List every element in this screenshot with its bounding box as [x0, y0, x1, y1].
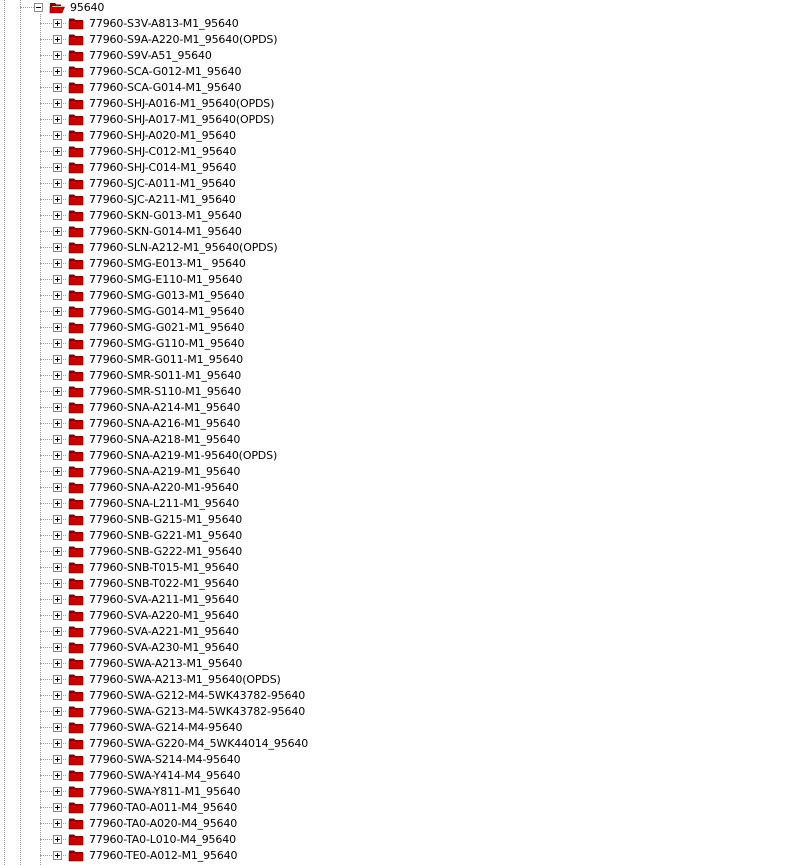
- folder-icon: [68, 49, 84, 62]
- tree-node-label: 77960-SJC-A211-M1_95640: [89, 193, 236, 206]
- folder-icon: [68, 145, 84, 158]
- tree-node-folder[interactable]: [0, 256, 808, 272]
- tree-node-folder[interactable]: [0, 224, 808, 240]
- expand-toggle-icon[interactable]: [53, 499, 62, 508]
- tree-node-label: 77960-SWA-S214-M4-95640: [89, 753, 241, 766]
- tree-node-label: 77960-SMG-G021-M1_95640: [89, 321, 245, 334]
- expand-toggle-icon[interactable]: [53, 787, 62, 796]
- folder-icon: [68, 625, 84, 638]
- expand-toggle-icon[interactable]: [53, 771, 62, 780]
- folder-icon: [68, 593, 84, 606]
- folder-icon: [68, 97, 84, 110]
- expand-toggle-icon[interactable]: [53, 35, 62, 44]
- folder-icon: [68, 641, 84, 654]
- tree-node-folder[interactable]: [0, 528, 808, 544]
- tree-node-label: 77960-TA0-L010-M4_95640: [89, 833, 236, 846]
- folder-icon: [68, 689, 84, 702]
- tree-node-folder[interactable]: [0, 288, 808, 304]
- expand-toggle-icon[interactable]: [53, 659, 62, 668]
- folder-icon: [68, 385, 84, 398]
- folder-icon: [68, 529, 84, 542]
- tree-node-folder[interactable]: [0, 160, 808, 176]
- folder-icon: [68, 833, 84, 846]
- tree-node-label: 77960-TE0-A012-M1_95640: [89, 849, 238, 862]
- expand-toggle-icon[interactable]: [53, 243, 62, 252]
- folder-icon: [68, 577, 84, 590]
- expand-toggle-icon[interactable]: [53, 371, 62, 380]
- folder-icon: [68, 817, 84, 830]
- expand-toggle-icon[interactable]: [53, 851, 62, 860]
- tree-node-folder[interactable]: [0, 384, 808, 400]
- expand-toggle-icon[interactable]: [53, 579, 62, 588]
- tree-node-label: 77960-S9A-A220-M1_95640(OPDS): [89, 33, 278, 46]
- expand-toggle-icon[interactable]: [53, 115, 62, 124]
- tree-node-folder[interactable]: [0, 480, 808, 496]
- folder-icon: [68, 737, 84, 750]
- tree-node-label: 77960-SWA-G213-M4-5WK43782-95640: [89, 705, 306, 718]
- open-folder-icon: [49, 1, 65, 14]
- folder-icon: [68, 753, 84, 766]
- tree-node-folder[interactable]: [0, 560, 808, 576]
- folder-icon: [68, 673, 84, 686]
- tree-node-label: 77960-SWA-Y414-M4_95640: [89, 769, 241, 782]
- tree-node-label: 77960-SNA-A218-M1_95640: [89, 433, 241, 446]
- tree-node-label: 77960-SHJ-A020-M1_95640: [89, 129, 236, 142]
- tree-node-label: 77960-SHJ-A016-M1_95640(OPDS): [89, 97, 275, 110]
- expand-toggle-icon[interactable]: [53, 19, 62, 28]
- tree-node-label: 77960-TA0-A011-M4_95640: [89, 801, 238, 814]
- expand-toggle-icon[interactable]: [53, 819, 62, 828]
- tree-node-folder[interactable]: [0, 16, 808, 32]
- tree-node-label: 77960-SVA-A230-M1_95640: [89, 641, 239, 654]
- expand-toggle-icon[interactable]: [53, 163, 62, 172]
- folder-icon: [68, 289, 84, 302]
- tree-node-label: 77960-TA0-A020-M4_95640: [89, 817, 238, 830]
- tree-node-label: 77960-SLN-A212-M1_95640(OPDS): [89, 241, 278, 254]
- expand-toggle-icon[interactable]: [53, 67, 62, 76]
- folder-icon: [68, 81, 84, 94]
- expand-toggle-icon[interactable]: [53, 803, 62, 812]
- tree-node-folder[interactable]: [0, 48, 808, 64]
- folder-icon: [68, 705, 84, 718]
- tree-node-folder[interactable]: [0, 96, 808, 112]
- tree-node-label: 77960-S9V-A51_95640: [89, 49, 212, 62]
- tree-node-folder[interactable]: [0, 608, 808, 624]
- folder-icon: [68, 241, 84, 254]
- expand-toggle-icon[interactable]: [53, 691, 62, 700]
- tree-node-folder[interactable]: [0, 128, 808, 144]
- tree-node-folder[interactable]: [0, 720, 808, 736]
- expand-toggle-icon[interactable]: [53, 275, 62, 284]
- expand-toggle-icon[interactable]: [53, 707, 62, 716]
- folder-icon: [68, 849, 84, 862]
- expand-toggle-icon[interactable]: [53, 179, 62, 188]
- expand-toggle-icon[interactable]: [53, 675, 62, 684]
- folder-icon: [68, 225, 84, 238]
- folder-icon: [68, 481, 84, 494]
- tree-node-root[interactable]: [0, 0, 808, 16]
- folder-icon: [68, 545, 84, 558]
- expand-toggle-icon[interactable]: [53, 419, 62, 428]
- tree-node-label: 77960-SMG-G014-M1_95640: [89, 305, 245, 318]
- tree-node-label: 77960-SHJ-C012-M1_95640: [89, 145, 237, 158]
- tree-node-label: 77960-SWA-A213-M1_95640: [89, 657, 243, 670]
- folder-icon: [68, 321, 84, 334]
- expand-toggle-icon[interactable]: [53, 51, 62, 60]
- folder-icon: [68, 33, 84, 46]
- folder-icon: [68, 193, 84, 206]
- tree-node-label: 77960-SNA-L211-M1_95640: [89, 497, 240, 510]
- folder-icon: [68, 417, 84, 430]
- folder-icon: [68, 561, 84, 574]
- tree-node-folder[interactable]: [0, 544, 808, 560]
- tree-node-folder[interactable]: [0, 688, 808, 704]
- folder-icon: [68, 449, 84, 462]
- expand-toggle-icon[interactable]: [53, 483, 62, 492]
- tree-node-label: 77960-SNB-T022-M1_95640: [89, 577, 239, 590]
- tree-node-label: 77960-SMG-G110-M1_95640: [89, 337, 245, 350]
- expand-toggle-icon[interactable]: [53, 547, 62, 556]
- tree-node-folder[interactable]: [0, 240, 808, 256]
- tree-node-label: 77960-SNB-G221-M1_95640: [89, 529, 243, 542]
- tree-node-folder[interactable]: [0, 656, 808, 672]
- tree-node-folder[interactable]: [0, 208, 808, 224]
- expand-toggle-icon[interactable]: [53, 307, 62, 316]
- folder-icon: [68, 369, 84, 382]
- tree-node-label: 77960-SWA-G214-M4-95640: [89, 721, 243, 734]
- folder-icon: [68, 721, 84, 734]
- tree-node-folder[interactable]: [0, 464, 808, 480]
- expand-toggle-icon[interactable]: [53, 563, 62, 572]
- tree-node-folder[interactable]: [0, 64, 808, 80]
- expand-toggle-icon[interactable]: [53, 435, 62, 444]
- expand-toggle-icon[interactable]: [53, 515, 62, 524]
- folder-icon: [68, 257, 84, 270]
- tree-node-label: 77960-SCA-G014-M1_95640: [89, 81, 242, 94]
- tree-node-label: 77960-SWA-G212-M4-5WK43782-95640: [89, 689, 306, 702]
- tree-node-folder[interactable]: [0, 336, 808, 352]
- tree-node-folder[interactable]: [0, 80, 808, 96]
- expand-toggle-icon[interactable]: [53, 531, 62, 540]
- expand-toggle-icon[interactable]: [53, 643, 62, 652]
- tree-node-folder[interactable]: [0, 624, 808, 640]
- tree-node-folder[interactable]: [0, 192, 808, 208]
- tree-node-folder[interactable]: [0, 144, 808, 160]
- tree-node-label: 77960-SNA-A219-M1-95640(OPDS): [89, 449, 278, 462]
- tree-node-label: 77960-SNB-T015-M1_95640: [89, 561, 239, 574]
- folder-icon: [68, 337, 84, 350]
- tree-node-label: 77960-SKN-G014-M1_95640: [89, 225, 242, 238]
- tree-node-label: 77960-SWA-Y811-M1_95640: [89, 785, 241, 798]
- expand-toggle-icon[interactable]: [53, 739, 62, 748]
- expand-toggle-icon[interactable]: [53, 355, 62, 364]
- tree-node-folder[interactable]: [0, 768, 808, 784]
- folder-icon: [68, 353, 84, 366]
- tree-node-label: 77960-SKN-G013-M1_95640: [89, 209, 242, 222]
- tree-node-label: 77960-SHJ-A017-M1_95640(OPDS): [89, 113, 275, 126]
- expand-toggle-icon[interactable]: [53, 835, 62, 844]
- tree-node-folder[interactable]: [0, 736, 808, 752]
- tree-node-label: 77960-SMR-S110-M1_95640: [89, 385, 242, 398]
- tree-node-label: 77960-SMR-S011-M1_95640: [89, 369, 242, 382]
- expand-toggle-icon[interactable]: [53, 339, 62, 348]
- tree-node-folder[interactable]: [0, 32, 808, 48]
- folder-icon: [68, 801, 84, 814]
- tree-node-folder[interactable]: [0, 592, 808, 608]
- folder-icon: [68, 113, 84, 126]
- tree-node-label: 77960-SJC-A011-M1_95640: [89, 177, 236, 190]
- tree-node-folder[interactable]: [0, 704, 808, 720]
- expand-toggle-icon[interactable]: [53, 611, 62, 620]
- tree-node-folder[interactable]: [0, 112, 808, 128]
- tree-node-label: 77960-SNB-G215-M1_95640: [89, 513, 243, 526]
- tree-node-folder[interactable]: [0, 448, 808, 464]
- tree-node-label: 77960-SNB-G222-M1_95640: [89, 545, 243, 558]
- tree-node-folder[interactable]: [0, 352, 808, 368]
- folder-icon: [68, 177, 84, 190]
- expand-toggle-icon[interactable]: [53, 723, 62, 732]
- expand-toggle-icon[interactable]: [53, 227, 62, 236]
- folder-icon: [68, 497, 84, 510]
- expand-toggle-icon[interactable]: [53, 131, 62, 140]
- tree-node-label: 95640: [70, 1, 105, 14]
- tree-node-folder[interactable]: [0, 784, 808, 800]
- tree-node-label: 77960-SMG-G013-M1_95640: [89, 289, 245, 302]
- folder-icon: [68, 17, 84, 30]
- tree-node-label: 77960-SMR-G011-M1_95640: [89, 353, 244, 366]
- expand-toggle-icon[interactable]: [53, 627, 62, 636]
- tree-connector: [20, 7, 34, 8]
- tree-node-label: 77960-SWA-G220-M4_5WK44014_95640: [89, 737, 309, 750]
- tree-node-folder[interactable]: [0, 512, 808, 528]
- tree-node-label: 77960-SMG-E110-M1_95640: [89, 273, 243, 286]
- tree-node-label: 77960-S3V-A813-M1_95640: [89, 17, 239, 30]
- tree-node-label: 77960-SCA-G012-M1_95640: [89, 65, 242, 78]
- expand-toggle-icon[interactable]: [53, 259, 62, 268]
- tree-node-folder[interactable]: [0, 496, 808, 512]
- expand-toggle-icon[interactable]: [53, 83, 62, 92]
- folder-icon: [68, 305, 84, 318]
- expand-toggle-icon[interactable]: [53, 403, 62, 412]
- tree-node-folder[interactable]: [0, 832, 808, 848]
- folder-icon: [68, 433, 84, 446]
- tree-node-label: 77960-SNA-A220-M1-95640: [89, 481, 239, 494]
- tree-node-label: 77960-SNA-A219-M1_95640: [89, 465, 241, 478]
- tree-node-folder[interactable]: [0, 272, 808, 288]
- expand-toggle-icon[interactable]: [53, 195, 62, 204]
- tree-node-label: 77960-SVA-A221-M1_95640: [89, 625, 239, 638]
- tree-node-folder[interactable]: [0, 672, 808, 688]
- expand-toggle-icon[interactable]: [53, 99, 62, 108]
- expand-toggle-icon[interactable]: [53, 211, 62, 220]
- tree-node-label: 77960-SMG-E013-M1_ 95640: [89, 257, 246, 270]
- collapse-toggle-icon[interactable]: [34, 3, 43, 12]
- folder-icon: [68, 785, 84, 798]
- tree-node-folder[interactable]: [0, 640, 808, 656]
- tree-node-folder[interactable]: [0, 320, 808, 336]
- tree-node-folder[interactable]: [0, 400, 808, 416]
- tree-node-folder[interactable]: [0, 752, 808, 768]
- tree-node-label: 77960-SWA-A213-M1_95640(OPDS): [89, 673, 281, 686]
- folder-icon: [68, 769, 84, 782]
- tree-node-folder[interactable]: [0, 304, 808, 320]
- tree-node-folder[interactable]: [0, 432, 808, 448]
- expand-toggle-icon[interactable]: [53, 467, 62, 476]
- expand-toggle-icon[interactable]: [53, 755, 62, 764]
- tree-node-label: 77960-SHJ-C014-M1_95640: [89, 161, 237, 174]
- folder-icon: [68, 609, 84, 622]
- folder-icon: [68, 657, 84, 670]
- tree-node-folder[interactable]: [0, 416, 808, 432]
- expand-toggle-icon[interactable]: [53, 147, 62, 156]
- tree-node-label: 77960-SVA-A211-M1_95640: [89, 593, 239, 606]
- folder-icon: [68, 161, 84, 174]
- folder-icon: [68, 209, 84, 222]
- expand-toggle-icon[interactable]: [53, 387, 62, 396]
- folder-icon: [68, 129, 84, 142]
- expand-toggle-icon[interactable]: [53, 595, 62, 604]
- tree-node-label: 77960-SNA-A216-M1_95640: [89, 417, 241, 430]
- tree-node-folder[interactable]: [0, 800, 808, 816]
- tree-node-label: 77960-SNA-A214-M1_95640: [89, 401, 241, 414]
- tree-node-label: 77960-SVA-A220-M1_95640: [89, 609, 239, 622]
- tree-node-folder[interactable]: [0, 176, 808, 192]
- tree-node-folder[interactable]: [0, 816, 808, 832]
- expand-toggle-icon[interactable]: [53, 323, 62, 332]
- expand-toggle-icon[interactable]: [53, 451, 62, 460]
- tree-node-folder[interactable]: [0, 576, 808, 592]
- tree-node-folder[interactable]: [0, 368, 808, 384]
- folder-icon: [68, 401, 84, 414]
- folder-icon: [68, 65, 84, 78]
- folder-icon: [68, 465, 84, 478]
- tree-node-folder[interactable]: [0, 848, 808, 864]
- expand-toggle-icon[interactable]: [53, 291, 62, 300]
- folder-icon: [68, 273, 84, 286]
- folder-icon: [68, 513, 84, 526]
